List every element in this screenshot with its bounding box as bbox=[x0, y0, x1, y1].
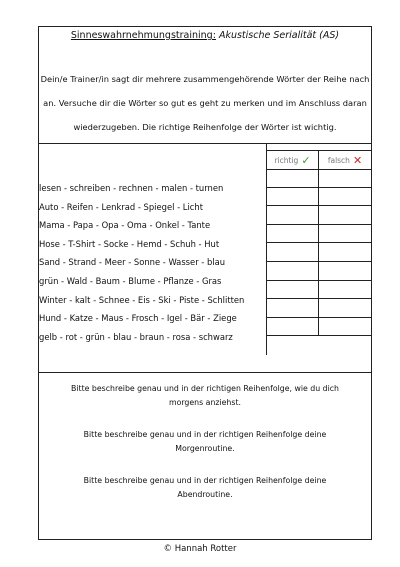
right-cell[interactable] bbox=[267, 243, 319, 261]
right-cell[interactable] bbox=[267, 318, 319, 336]
score-row bbox=[267, 169, 371, 188]
right-cell[interactable] bbox=[267, 206, 319, 224]
right-cell[interactable] bbox=[267, 225, 319, 243]
score-row bbox=[267, 188, 371, 207]
intro-line: an. Versuche dir die Wörter so gut es geht zu merken und im Anschluss daran bbox=[43, 98, 367, 108]
word-row: gelb - rot - grün - blau - braun - rosa - schwarz bbox=[39, 331, 233, 342]
score-row bbox=[267, 281, 371, 300]
score-table-header bbox=[267, 150, 371, 170]
task-line: Abendroutine. bbox=[177, 490, 233, 499]
wrong-cell[interactable] bbox=[319, 225, 371, 243]
word-row: Hund - Katze - Maus - Frosch - Igel - Bär - Ziege bbox=[39, 313, 237, 324]
task-item bbox=[39, 382, 371, 410]
title-sub: Akustische Serialität (AS) bbox=[218, 30, 340, 41]
worksheet-frame bbox=[38, 26, 372, 540]
right-cell[interactable] bbox=[267, 188, 319, 206]
wrong-cell[interactable] bbox=[319, 188, 371, 206]
wrong-cell[interactable] bbox=[319, 262, 371, 280]
task-line: Bitte beschreibe genau und in der richtigen Reihenfolge, wie du dich bbox=[71, 384, 339, 393]
cross-icon: ✕ bbox=[352, 153, 363, 167]
score-table bbox=[266, 143, 371, 355]
score-row bbox=[267, 225, 371, 244]
wrong-cell[interactable] bbox=[319, 243, 371, 261]
word-row: Hose - T-Shirt - Socke - Hemd - Schuh - Hut bbox=[39, 238, 220, 249]
score-row bbox=[267, 262, 371, 281]
wrong-cell[interactable] bbox=[319, 299, 371, 317]
score-row bbox=[267, 206, 371, 225]
task-line: Morgenroutine. bbox=[175, 444, 235, 453]
task-line: morgens anziehst. bbox=[169, 398, 241, 407]
task-list bbox=[39, 382, 371, 520]
word-list bbox=[39, 179, 269, 346]
wrong-cell[interactable] bbox=[319, 281, 371, 299]
copyright-footer: © Hannah Rotter bbox=[163, 544, 237, 554]
check-icon: ✓ bbox=[301, 153, 311, 167]
wrong-cell[interactable] bbox=[319, 318, 371, 336]
col-wrong-header: falsch ✕ bbox=[327, 153, 363, 167]
score-row bbox=[267, 318, 371, 337]
exercise-section bbox=[39, 143, 371, 373]
worksheet-header bbox=[39, 27, 371, 144]
score-row bbox=[267, 243, 371, 262]
intro-line: wiederzugeben. Die richtige Reihenfolge der Wörter ist wichtig. bbox=[73, 122, 337, 132]
task-line: Bitte beschreibe genau und in der richtigen Reihenfolge deine bbox=[83, 430, 327, 439]
task-line: Bitte beschreibe genau und in der richtigen Reihenfolge deine bbox=[83, 476, 327, 485]
intro-line: Dein/e Trainer/in sagt dir mehrere zusammengehörende Wörter der Reihe nach bbox=[40, 74, 370, 84]
worksheet-title bbox=[39, 30, 371, 41]
wrong-cell[interactable] bbox=[319, 169, 371, 187]
word-row: Sand - Strand - Meer - Sonne - Wasser - blau bbox=[39, 257, 226, 268]
right-cell[interactable] bbox=[267, 262, 319, 280]
task-item bbox=[39, 428, 371, 456]
task-item bbox=[39, 474, 371, 502]
right-cell[interactable] bbox=[267, 281, 319, 299]
wrong-cell[interactable] bbox=[319, 206, 371, 224]
word-row: Mama - Papa - Opa - Oma - Onkel - Tante bbox=[39, 220, 211, 231]
col-right-header: richtig ✓ bbox=[267, 151, 319, 169]
word-row: Winter - kalt - Schnee - Eis - Ski - Piste - Schlitten bbox=[39, 294, 245, 305]
right-cell[interactable] bbox=[267, 299, 319, 317]
score-rows bbox=[267, 169, 371, 336]
word-row: lesen - schreiben - rechnen - malen - turnen bbox=[39, 183, 224, 193]
title-main: Sinneswahrnehmungstraining: bbox=[70, 30, 216, 41]
right-cell[interactable] bbox=[267, 169, 319, 187]
word-row: grün - Wald - Baum - Blume - Pflanze - Gras bbox=[39, 275, 222, 286]
word-row: Auto - Reifen - Lenkrad - Spiegel - Licht bbox=[39, 201, 203, 212]
score-row bbox=[267, 299, 371, 318]
intro-text bbox=[39, 67, 371, 139]
